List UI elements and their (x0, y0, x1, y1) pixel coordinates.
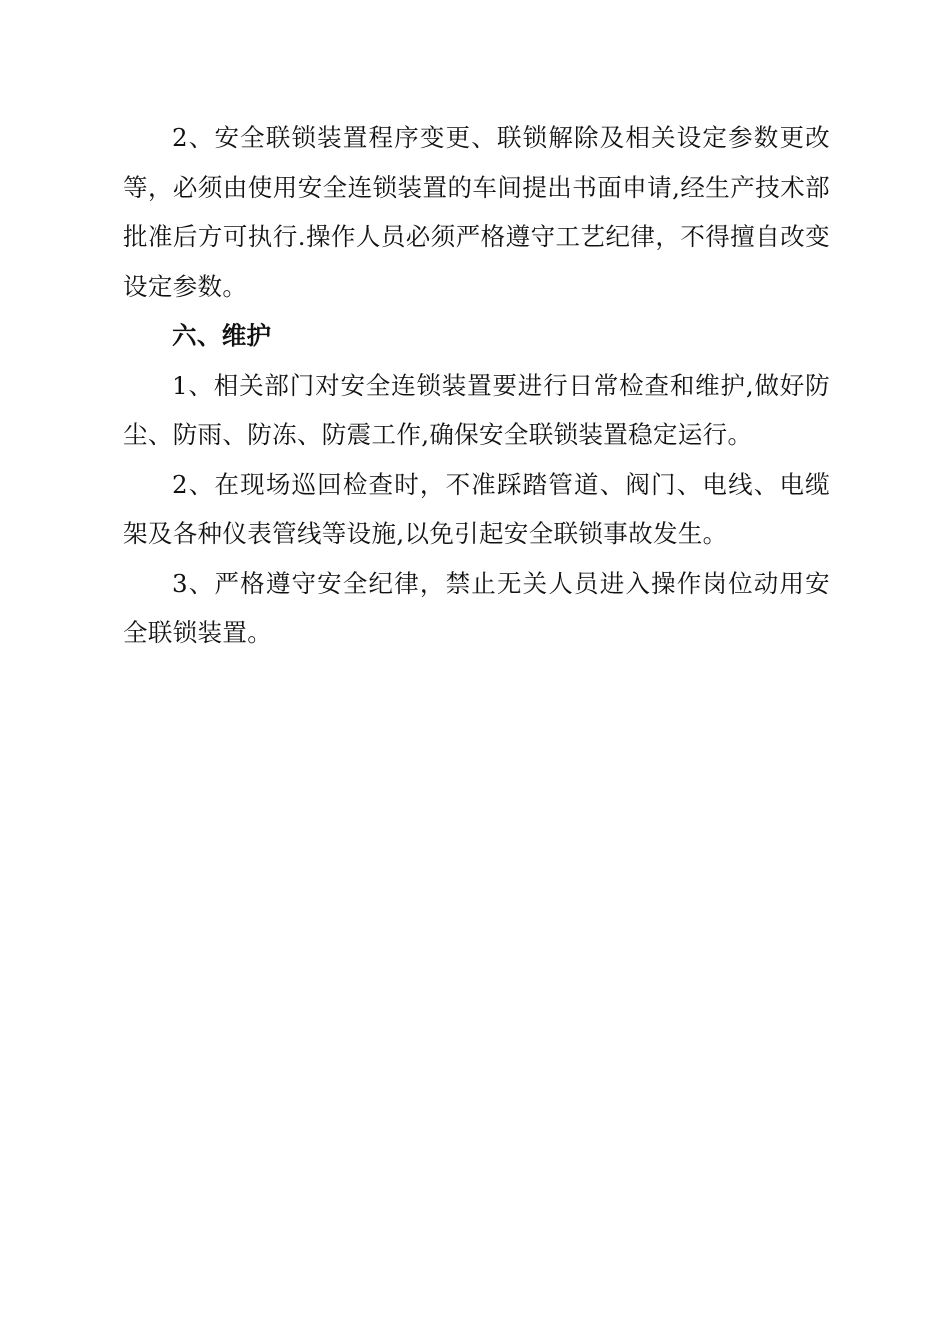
paragraph-patrol-inspection: 2、在现场巡回检查时，不准踩踏管道、阀门、电线、电缆架及各种仪表管线等设施,以免引起安全联锁事故发生。 (123, 469, 830, 548)
paragraph-interlock-change-approval: 2、安全联锁装置程序变更、联锁解除及相关设定参数更改等，必须由使用安全连锁装置的车间提出书面申请,经生产技术部批准后方可执行.操作人员必须严格遵守工艺纪律，不得擅自改变设定参数。 (123, 123, 830, 301)
paragraph-safety-discipline: 3、严格遵守安全纪律，禁止无关人员进入操作岗位动用安全联锁装置。 (123, 568, 830, 647)
document-body (123, 113, 830, 658)
section-heading-maintenance: 六、维护 (172, 321, 272, 350)
paragraph-daily-inspection: 1、相关部门对安全连锁装置要进行日常检查和维护,做好防尘、防雨、防冻、防震工作,确保安全联锁装置稳定运行。 (123, 370, 830, 449)
